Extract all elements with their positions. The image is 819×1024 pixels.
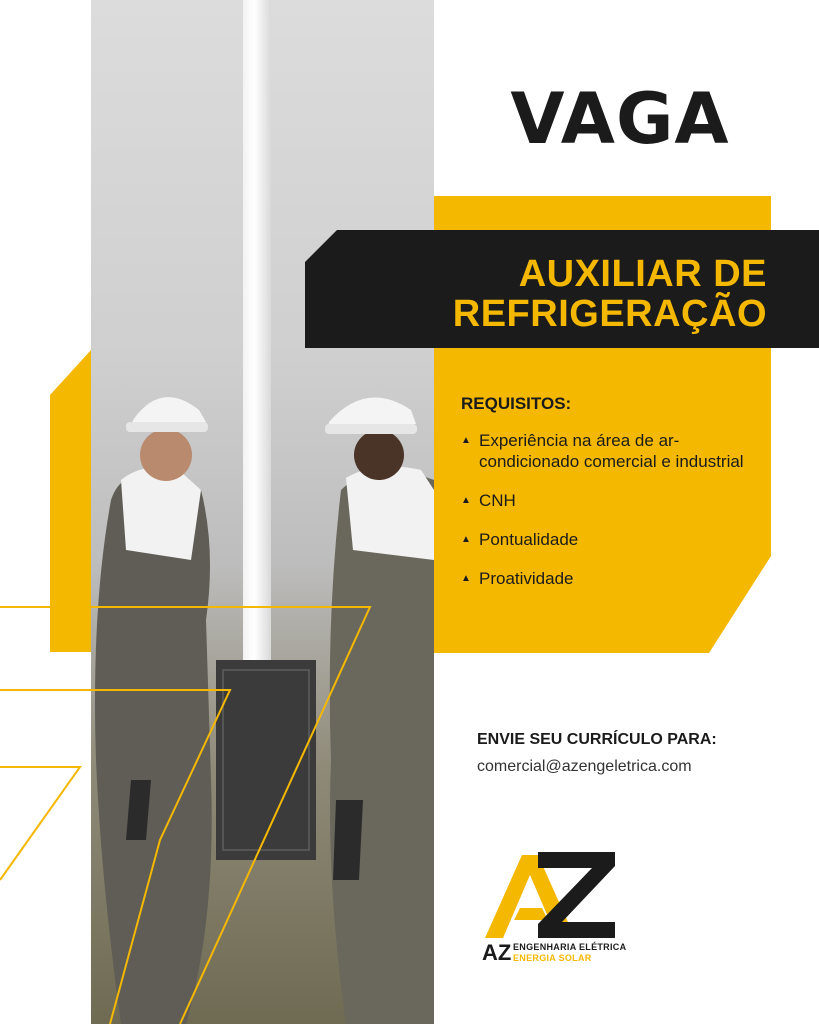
logo-mark: AZ: [482, 940, 512, 965]
position-title-line2: REFRIGERAÇÃO: [452, 293, 767, 335]
page-title: VAGA: [510, 78, 730, 160]
requirement-item: [461, 529, 751, 550]
contact-email[interactable]: comercial@azengeletrica.com: [477, 758, 692, 775]
triangle-bullet-icon: ▲: [461, 573, 471, 584]
workers-photo: [91, 0, 434, 1024]
requirement-text: Proatividade: [479, 569, 574, 588]
accent-shape-left: [50, 350, 91, 652]
requirement-text: CNH: [479, 491, 516, 510]
position-title: [347, 254, 767, 334]
position-title-line1: AUXILIAR DE: [518, 253, 767, 295]
contact-title: ENVIE SEU CURRÍCULO PARA:: [477, 731, 717, 748]
requirements-title: REQUISITOS:: [461, 394, 572, 413]
requirement-text: Experiência na área de ar-condicionado comercial e industrial: [479, 431, 744, 471]
logo-line2: ENERGIA SOLAR: [513, 953, 592, 963]
triangle-bullet-icon: ▲: [461, 495, 471, 506]
requirement-item: [461, 490, 751, 511]
requirement-item: [461, 430, 751, 472]
requirement-item: [461, 568, 751, 589]
requirements-list: [461, 430, 751, 607]
triangle-bullet-icon: ▲: [461, 435, 471, 446]
triangle-bullet-icon: ▲: [461, 534, 471, 545]
requirement-text: Pontualidade: [479, 530, 579, 549]
workers-illustration: [91, 360, 434, 1024]
logo-line1: ENGENHARIA ELÉTRICA: [513, 942, 627, 952]
